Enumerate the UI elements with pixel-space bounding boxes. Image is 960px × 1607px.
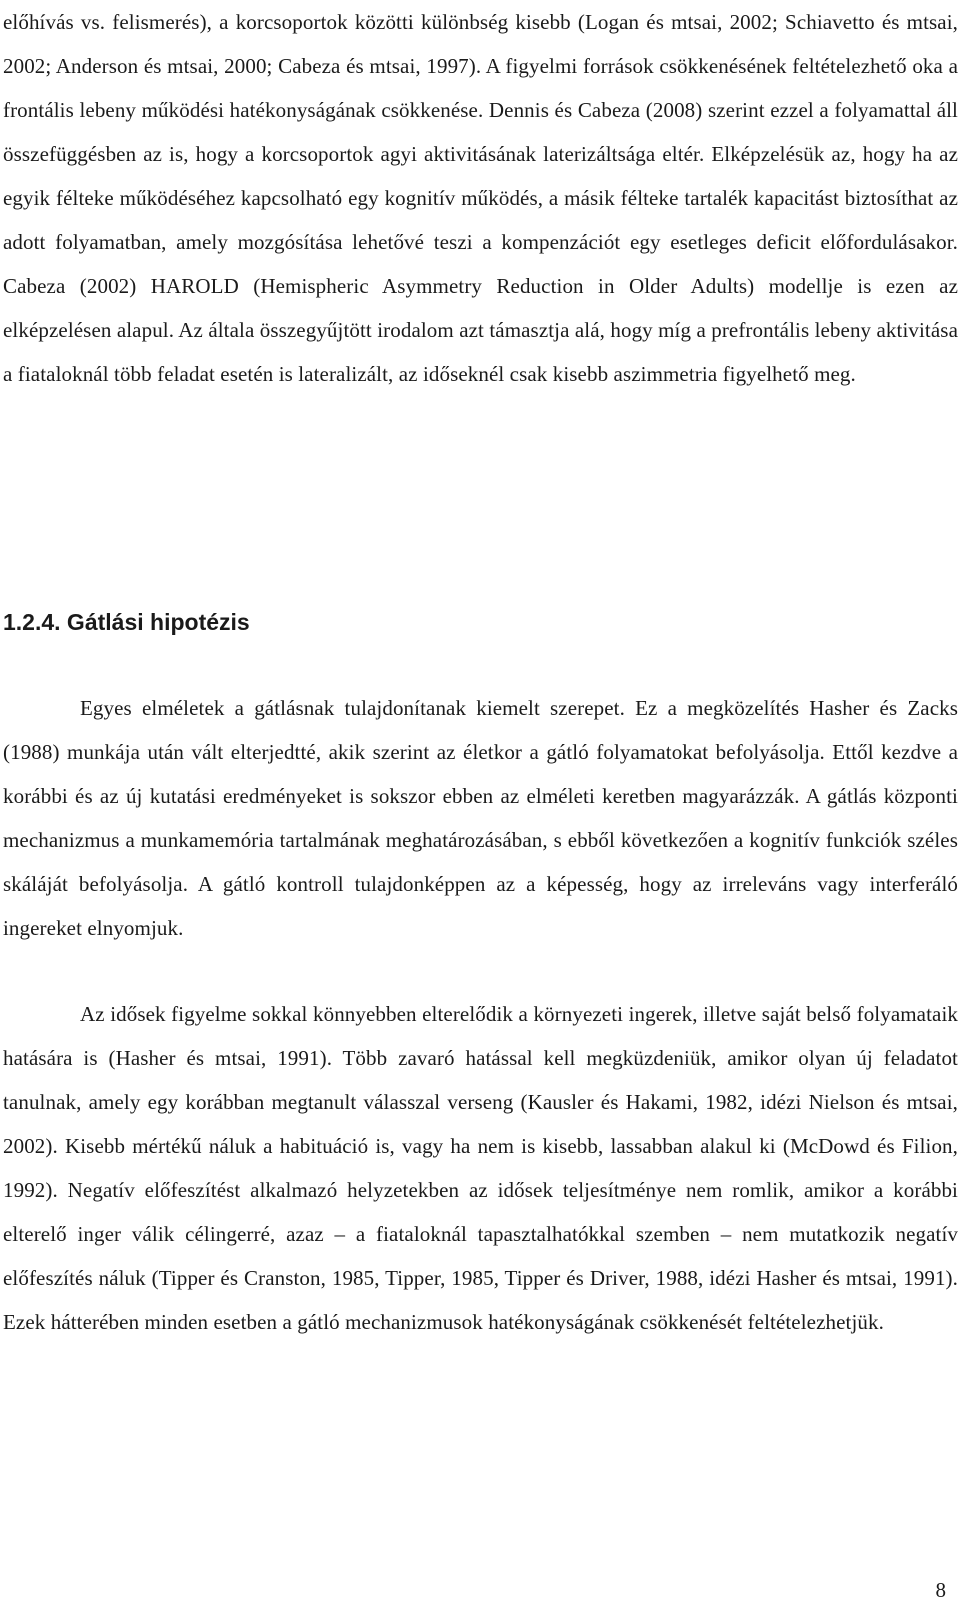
page-number: 8	[935, 1578, 946, 1602]
paragraph-intro: előhívás vs. felismerés), a korcsoportok közötti különbség kisebb (Logan és mtsai, 2002; Schiavetto és mtsai, 2002; Anderson és mtsai, 2000; Cabeza és mtsai, 1997). A figyelmi források csökkenésének feltételezhető oka a frontális lebeny működési hatékonyságának csökkenése. Dennis és Cabeza (2008) szerint ezzel a folyamattal áll összefüggésben az is, hogy a korcsoportok agyi aktivitásának laterizáltsága eltér. Elképzelésük az, hogy ha az egyik félteke működéséhez kapcsolható egy kognitív működés, a másik félteke tartalék kapacitást biztosíthat az adott folyamatban, amely mozgósítása lehetővé teszi a kompenzációt egy esetleges deficit előfordulásakor. Cabeza (2002) HAROLD (Hemispheric Asymmetry Reduction in Older Adults) modellje is ezen az elképzelésen alapul. Az általa összegyűjtött irodalom azt támasztja alá, hogy míg a prefrontális lebeny aktivitása a fiataloknál több feladat esetén is lateralizált, az időseknél csak kisebb aszimmetria figyelhető meg.	[3, 10, 958, 386]
paragraph-elderly-attention: Az idősek figyelme sokkal könnyebben elterelődik a környezeti ingerek, illetve saját belső folyamataik hatására is (Hasher és mtsai, 1991). Több zavaró hatással kell megküzdeniük, amikor olyan új feladatot tanulnak, amely egy korábban megtanult válasszal verseng (Kausler és Hakami, 1982, idézi Nielson és mtsai, 2002). Kisebb mértékű náluk a habituáció is, vagy ha nem is kisebb, lassabban alakul ki (McDowd és Filion, 1992). Negatív előfeszítést alkalmazó helyzetekben az idősek teljesítménye nem romlik, amikor a korábbi elterelő inger válik célingerré, azaz – a fiataloknál tapasztalhatókkal szemben – nem mutatkozik negatív előfeszítés náluk (Tipper és Cranston, 1985, Tipper, 1985, Tipper és Driver, 1988, idézi Hasher és mtsai, 1991). Ezek hátterében minden esetben a gátló mechanizmusok hatékonyságának csökkenését feltételezhetjük.	[3, 1002, 958, 1334]
paragraph-inhibition-theory: Egyes elméletek a gátlásnak tulajdonítanak kiemelt szerepet. Ez a megközelítés Hasher és Zacks (1988) munkája után vált elterjedtté, akik szerint az életkor a gátló folyamatokat befolyásolja. Ettől kezdve a korábbi és az új kutatási eredményeket is sokszor ebben az elméleti keretben magyarázzák. A gátlás központi mechanizmus a munkamemória tartalmának meghatározásában, s ebből következően a kognitív funkciók széles skáláját befolyásolja. A gátló kontroll tulajdonképpen az a képesség, hogy az irreleváns vagy interferáló ingereket elnyomjuk.	[3, 696, 958, 940]
section-heading: 1.2.4. Gátlási hipotézis	[3, 609, 250, 635]
